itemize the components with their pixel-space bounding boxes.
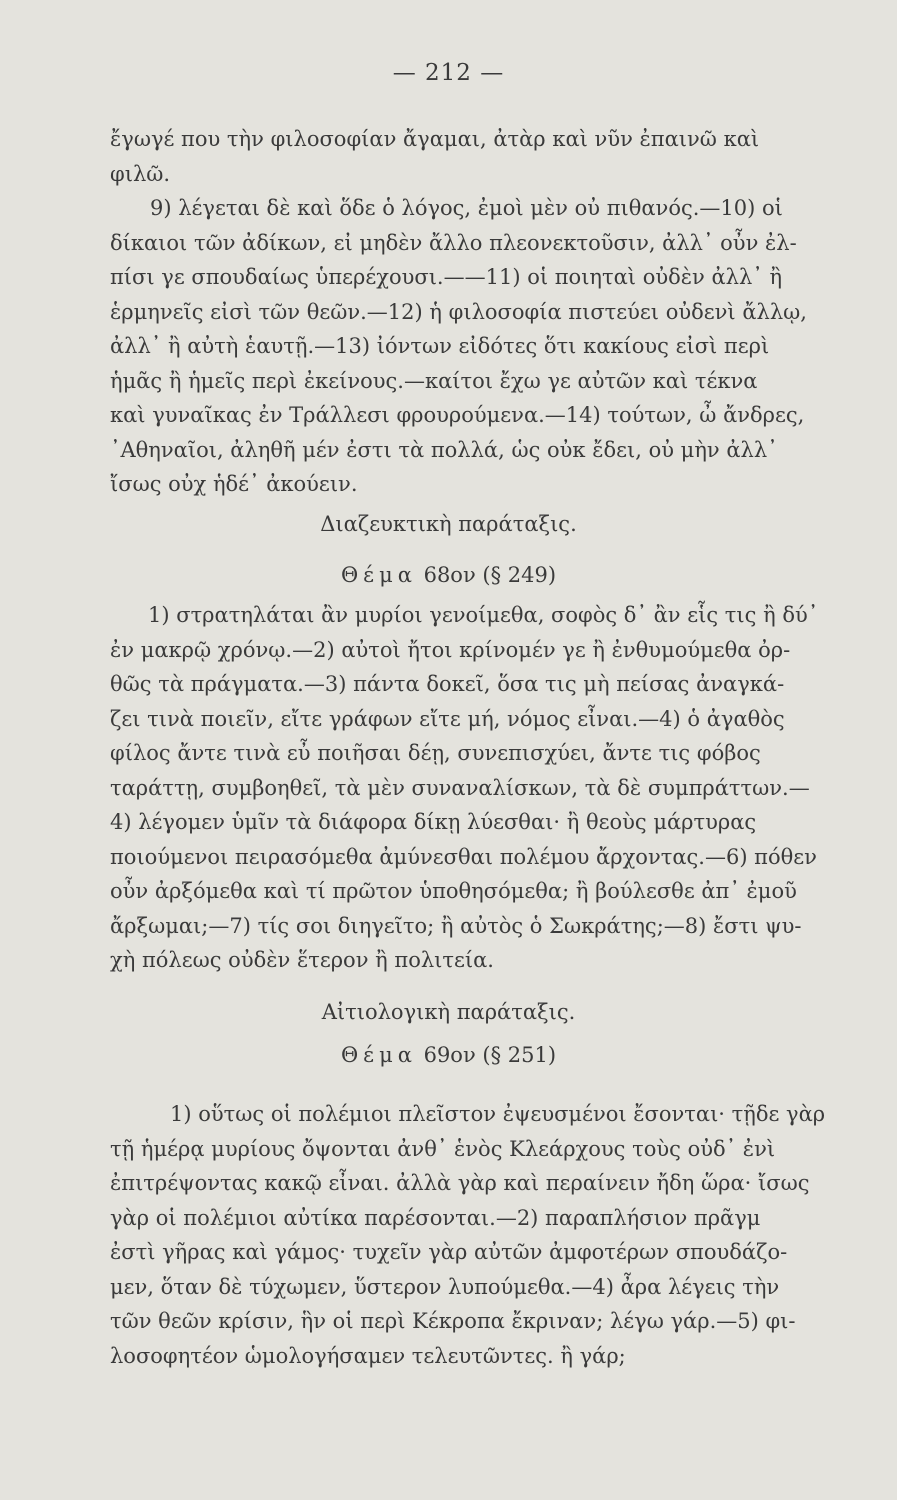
text-line: οὖν ἀρξόμεθα καὶ τί πρῶτον ὑποθησόμεθα; ἢ βούλεσθε ἀπ᾿ ἐμοῦ (110, 879, 797, 903)
theme-word: Θέμα (340, 1043, 417, 1067)
text-line: ποιούμενοι πειρασόμεθα ἀμύνεσθαι πολέμου ἄρχοντας.—6) πόθεν (110, 844, 817, 869)
section-heading-1: Διαζευκτικὴ παράταξις. (320, 512, 577, 536)
text-line: χὴ πόλεως οὐδὲν ἕτερον ἢ πολιτεία. (110, 948, 494, 972)
text-line: 1) στρατηλάται ἂν μυρίοι γενοίμεθα, σοφὸς δ᾿ ἂν εἷς τις ἢ δύ᾿ (148, 603, 819, 627)
text-line: λοσοφητέον ὡμολογήσαμεν τελευτῶντες. ἢ γάρ; (110, 1343, 626, 1368)
theme-word: Θέμα (340, 563, 417, 587)
text-line: ἑρμηνεῖς εἰσὶ τῶν θεῶν.—12) ἡ φιλοσοφία πιστεύει οὐδενὶ ἄλλῳ, (110, 299, 807, 324)
text-line: τῶν θεῶν κρίσιν, ἣν οἱ περὶ Κέκροπα ἔκριναν; λέγω γάρ.—5) φι- (110, 1309, 796, 1333)
text-line: φίλος ἄντε τινὰ εὖ ποιῆσαι δέῃ, συνεπισχύει, ἄντε τις φόβος (110, 741, 761, 765)
theme-heading-1 (0, 563, 897, 587)
text-line: 4) λέγομεν ὑμῖν τὰ διάφορα δίκῃ λύεσθαι· ἢ θεοὺς μάρτυρας (110, 810, 757, 834)
theme-number: 68ον (§ 249) (416, 563, 557, 587)
text-line: ζει τινὰ ποιεῖν, εἴτε γράφων εἴτε μή, νόμος εἶναι.—4) ὁ ἀγαθὸς (110, 706, 785, 731)
text-line: ἐπιτρέψοντας κακῷ εἶναι. ἀλλὰ γὰρ καὶ περαίνειν ἤδη ὥρα· ἴσως (110, 1171, 810, 1195)
page-number: — 212 — (392, 60, 505, 86)
theme-number: 69ον (§ 251) (416, 1043, 557, 1067)
text-line: 1) οὕτως οἱ πολέμιοι πλεῖστον ἐψευσμένοι ἔσονται· τῇδε γὰρ (170, 1102, 826, 1126)
text-line: δίκαιοι τῶν ἀδίκων, εἰ μηδὲν ἄλλο πλεονεκτοῦσιν, ἀλλ᾿ οὖν ἐλ- (110, 230, 797, 255)
text-line: ἐν μακρῷ χρόνῳ.—2) αὐτοὶ ἤτοι κρίνομέν γε ἢ ἐνθυμούμεθα ὀρ- (110, 637, 791, 662)
text-line: ἐστὶ γῆρας καὶ γάμος· τυχεῖν γὰρ αὐτῶν ἀμφοτέρων σπουδάζο- (110, 1240, 788, 1264)
text-line: ταράττῃ, συμβοηθεῖ, τὰ μὲν συναναλίσκων, τὰ δὲ συμπράττων.— (110, 775, 810, 800)
paragraph-block-2 (110, 598, 845, 978)
text-line: μεν, ὅταν δὲ τύχωμεν, ὕστερον λυπούμεθα.—4) ἆρα λέγεις τὴν (110, 1274, 780, 1299)
text-line: ἔγωγέ που τὴν φιλοσοφίαν ἄγαμαι, ἀτὰρ καὶ νῦν ἐπαινῶ καὶ (110, 127, 760, 151)
paragraph-block-3 (110, 1097, 845, 1373)
paragraph-block-1 (110, 122, 845, 502)
text-line: θῶς τὰ πράγματα.—3) πάντα δοκεῖ, ὅσα τις μὴ πείσας ἀναγκά- (110, 672, 785, 696)
text-line: 9) λέγεται δὲ καὶ ὅδε ὁ λόγος, ἐμοὶ μὲν οὐ πιθανός.—10) οἱ (150, 196, 783, 220)
text-line: ᾿Αθηναῖοι, ἀληθῆ μέν ἐστι τὰ πολλά, ὡς οὐκ ἔδει, οὐ μὴν ἀλλ᾿ (110, 437, 778, 462)
text-line: καὶ γυναῖκας ἐν Τράλλεσι φρουρούμενα.—14) τούτων, ὦ ἄνδρες, (110, 403, 805, 427)
text-line: ἡμᾶς ἢ ἡμεῖς περὶ ἐκείνους.—καίτοι ἔχω γε αὐτῶν καὶ τέκνα (110, 368, 758, 393)
theme-heading-2 (0, 1043, 897, 1067)
text-line: γὰρ οἱ πολέμιοι αὐτίκα παρέσονται.—2) παραπλήσιον πρᾶγμ (110, 1205, 761, 1230)
text-line: πίσι γε σπουδαίως ὑπερέχουσι.——11) οἱ ποιηταὶ οὐδὲν ἀλλ᾿ ἢ (110, 265, 783, 289)
text-line: ἄρξωμαι;—7) τίς σοι διηγεῖτο; ἢ αὐτὸς ὁ Σωκράτης;—8) ἔστι ψυ- (110, 913, 802, 938)
text-line: φιλῶ. (110, 161, 171, 186)
text-line: τῇ ἡμέρᾳ μυρίους ὄψονται ἀνθ᾿ ἑνὸς Κλεάρχους τοὺς οὐδ᾿ ἐνὶ (110, 1136, 776, 1161)
section-heading-2: Αἰτιολογικὴ παράταξις. (321, 1000, 576, 1024)
text-line: ἴσως οὐχ ἡδέ᾿ ἀκούειν. (110, 472, 358, 496)
text-line: ἀλλ᾿ ἢ αὐτὴ ἑαυτῇ.—13) ἰόντων εἰδότες ὅτι κακίους εἰσὶ περὶ (110, 334, 770, 358)
